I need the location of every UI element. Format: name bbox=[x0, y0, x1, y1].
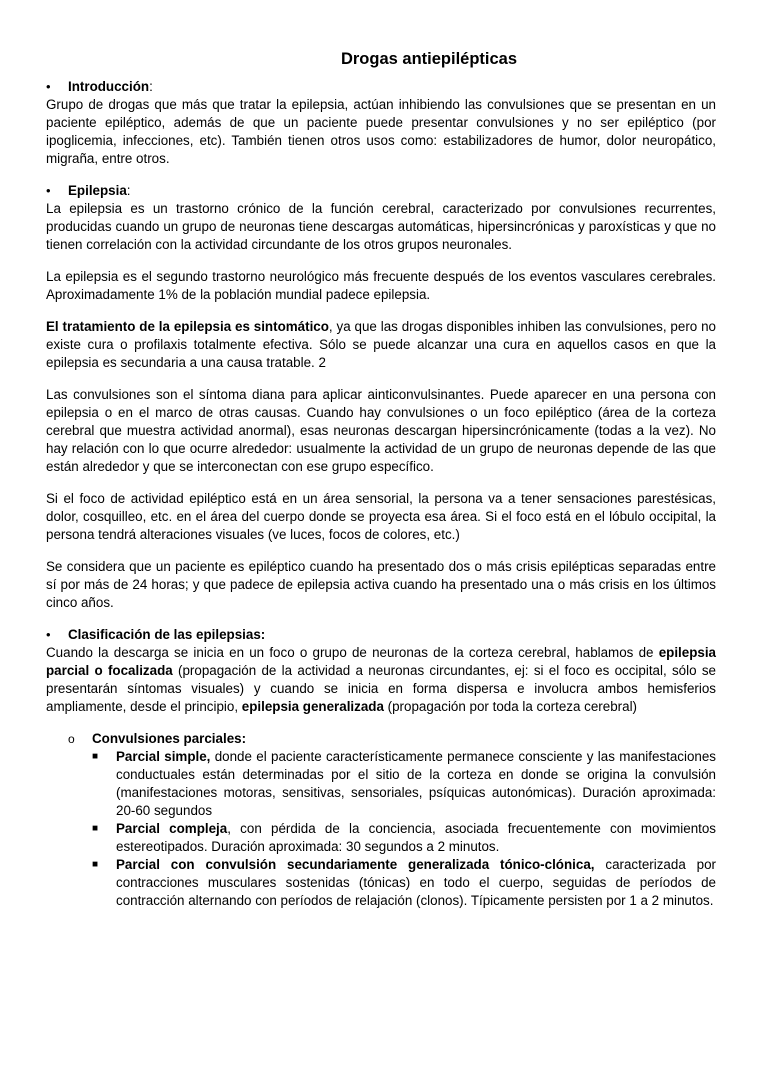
item-text: caracterizada por contracciones musculares sostenidas (tónicas) en todo el cuerpo, seguidas de períodos de contracción alternando con períodos de relajación (clonos). Típicamente persisten por 1 a 2 minutos. bbox=[116, 857, 716, 908]
convulsiones-parciales-list bbox=[92, 748, 716, 910]
epilepsia-heading-colon: : bbox=[126, 183, 131, 198]
intro-heading-colon: : bbox=[149, 79, 153, 94]
clasificacion-text-1: Cuando la descarga se inicia en un foco o grupo de neuronas de la corteza cerebral, hablamos de bbox=[46, 645, 659, 660]
item-text: , con pérdida de la conciencia, asociada frecuentemente con movimientos estereotipados. Duración aproximada: 30 segundos a 2 minutos. bbox=[116, 821, 717, 854]
epilepsia-paragraph-3 bbox=[46, 318, 716, 372]
clasificacion-text-3: (propagación por toda la corteza cerebral) bbox=[383, 699, 637, 714]
tratamiento-bold: El tratamiento de la epilepsia es sintomático bbox=[46, 319, 329, 334]
item-bold: Parcial con convulsión secundariamente generalizada tónico-clónica, bbox=[116, 857, 595, 872]
circle-bullet-icon: o bbox=[68, 732, 75, 746]
page-title: Drogas antiepilépticas bbox=[340, 50, 518, 68]
square-bullet-icon: ■ bbox=[92, 859, 99, 870]
epilepsia-heading: Epilepsia bbox=[68, 183, 127, 198]
clasificacion-text-2: (propagación de la actividad a neuronas circundantes, ej: si el foco es occipital, sólo se presentarán síntomas visuales) y cuando se inicia en forma dispersa e involucra ambos hemisferios ampliamente, desde el principio, bbox=[46, 663, 716, 714]
epilepsia-generalizada-bold: epilepsia generalizada bbox=[241, 699, 384, 714]
epilepsia-heading-row bbox=[46, 182, 716, 200]
convulsiones-parciales-section bbox=[68, 730, 716, 910]
square-bullet-icon: ■ bbox=[92, 751, 99, 762]
clasificacion-heading: Clasificación de las epilepsias: bbox=[68, 627, 266, 642]
epilepsia-paragraph-6: Se considera que un paciente es epiléptico cuando ha presentado dos o más crisis epilépticas separadas entre sí por más de 24 horas; y que padece de epilepsia activa cuando ha presentado una o más crisis en los últimos cinco años. bbox=[46, 559, 716, 610]
convulsiones-parciales-heading: Convulsiones parciales: bbox=[92, 731, 247, 746]
list-item bbox=[92, 820, 716, 856]
bullet-icon: • bbox=[46, 79, 51, 94]
bullet-icon: • bbox=[46, 627, 51, 642]
epilepsia-paragraph-2: La epilepsia es el segundo trastorno neurológico más frecuente después de los eventos vasculares cerebrales. Aproximadamente 1% de la población mundial padece epilepsia. bbox=[46, 269, 716, 302]
epilepsia-paragraph-4: Las convulsiones son el síntoma diana para aplicar ainticonvulsinantes. Puede aparecer en una persona con epilepsia o en el marco de otras causas. Cuando hay convulsiones o un foco epiléptico (área de la corteza cerebral que muestra actividad anormal), esas neuronas descargan hipersincrónicamente (todas a la vez). No hay relación con lo que ocurre alrededor: usualmente la actividad de un grupo de neuronas depende de las que están alrededor y que se interconectan con ese grupo específico. bbox=[46, 387, 716, 474]
bullet-icon: • bbox=[46, 183, 51, 198]
item-bold: Parcial compleja bbox=[116, 821, 228, 836]
convulsiones-parciales-heading-row bbox=[68, 730, 716, 748]
epilepsia-paragraph-5: Si el foco de actividad epiléptico está en un área sensorial, la persona va a tener sensaciones parestésicas, dolor, cosquilleo, etc. en el área del cuerpo donde se proyecta esa área. Si el foco está en el lóbulo occipital, la persona tendrá alteraciones visuales (ve luces, focos de colores, etc.) bbox=[46, 491, 716, 542]
square-bullet-icon: ■ bbox=[92, 823, 99, 834]
intro-paragraph: Grupo de drogas que más que tratar la epilepsia, actúan inhibiendo las convulsiones que se presentan en un paciente epiléptico, además de que un paciente puede presentar convulsiones y no ser epiléptico (por ipoglicemia, infecciones, etc). También tienen otros usos como: estabilizadores de humor, dolor neuropático, migraña, entre otros. bbox=[46, 97, 716, 166]
list-item bbox=[92, 748, 716, 820]
item-text: donde el paciente característicamente permanece consciente y las manifestaciones conductuales están determinadas por el sitio de la corteza en donde se origina la convulsión (manifestaciones motoras, sensitivas, sensoriales, psíquicas autonómicas). Duración aproximada: 20-60 segundos bbox=[116, 749, 716, 818]
intro-heading-row bbox=[46, 78, 716, 96]
list-item bbox=[92, 856, 716, 910]
clasificacion-paragraph bbox=[46, 644, 716, 716]
epilepsia-paragraph-1: La epilepsia es un trastorno crónico de la función cerebral, caracterizado por convulsiones recurrentes, producidas cuando un grupo de neuronas tiene descargas automáticas, hipersincrónicas y paroxísticas y que no tienen correlación con la actividad circundante de los otros grupos neuronales. bbox=[46, 201, 716, 252]
tratamiento-text: , ya que las drogas disponibles inhiben las convulsiones, pero no existe cura o profilaxis totalmente efectiva. Sólo se puede alcanzar una cura en aquellos casos en que la epilepsia es secundaria a una causa tratable. 2 bbox=[46, 319, 716, 370]
intro-heading: Introducción bbox=[68, 79, 150, 94]
clasificacion-heading-row bbox=[46, 626, 716, 644]
epilepsia-parcial-bold: epilepsia parcial o focalizada bbox=[46, 645, 716, 678]
item-bold: Parcial simple, bbox=[116, 749, 211, 764]
